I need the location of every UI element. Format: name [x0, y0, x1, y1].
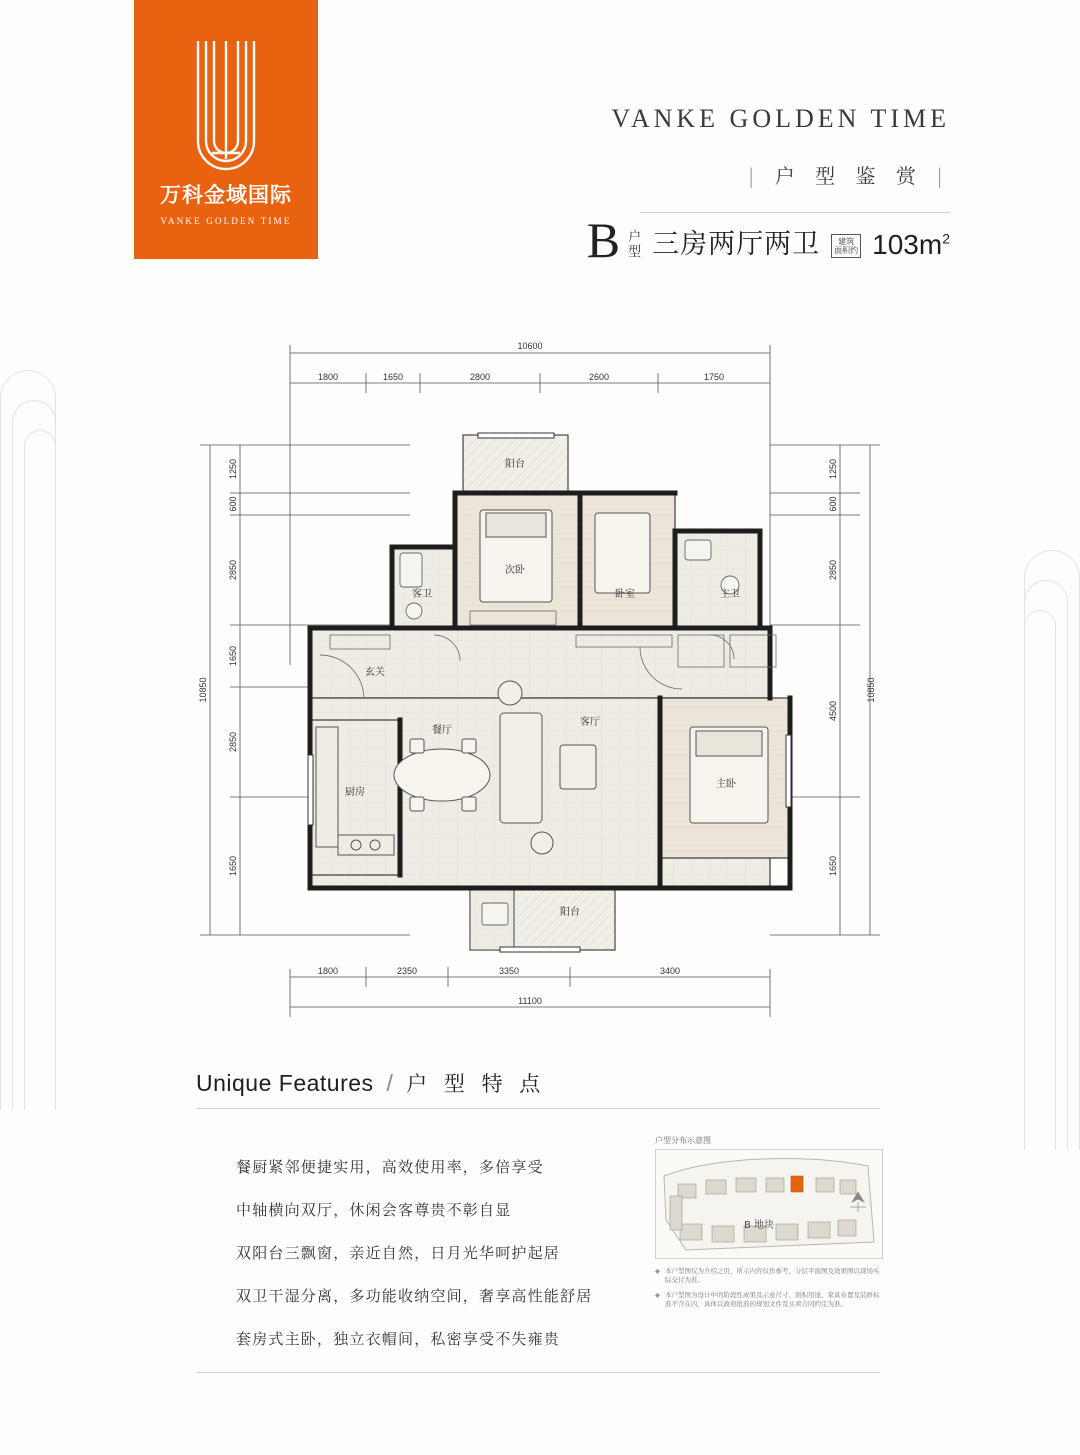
floor-plan — [170, 335, 910, 1035]
logo-chinese-name: 万科金域国际 — [160, 183, 292, 207]
dim-top-5: 1750 — [703, 372, 725, 382]
list-item: 餐厨紧邻便捷实用，高效使用率，多倍享受 — [236, 1158, 544, 1176]
list-item: 套房式主卧，独立衣帽间，私密享受不失雍贵 — [236, 1330, 561, 1348]
room-label-master-bath: 主卫 — [720, 589, 740, 600]
dim-top-1: 1800 — [317, 372, 339, 382]
bullet-icon: ◆ — [655, 1267, 660, 1275]
dim-bot-2: 2350 — [396, 966, 418, 976]
header-subtitle — [748, 160, 950, 189]
dim-top-4: 2600 — [588, 372, 610, 382]
dim-bot-4: 3400 — [659, 966, 681, 976]
dim-left-3: 2850 — [228, 559, 238, 581]
dim-bot-total: 11100 — [518, 996, 542, 1006]
area-tag-line2: 面积约 — [834, 246, 859, 255]
area-tag-line1: 建筑 — [838, 237, 855, 246]
dim-bot-3: 3350 — [498, 966, 520, 976]
dim-right-4: 4500 — [828, 700, 838, 722]
dim-left-4: 1650 — [228, 645, 238, 667]
dim-left-1: 1250 — [228, 458, 238, 480]
dim-right-1: 1250 — [828, 458, 838, 480]
dim-top-3: 2800 — [469, 372, 491, 382]
unit-letter: B — [586, 212, 621, 268]
subtitle-text: 户 型 鉴 赏 — [774, 164, 923, 188]
dim-left-total: 10850 — [198, 677, 208, 703]
sitemap-caption: 户型分布示意图 — [655, 1136, 711, 1145]
dim-left-5: 2850 — [228, 731, 238, 753]
features-title-en: Unique Features — [196, 1070, 374, 1096]
subtitle-bar-right: | — [936, 164, 950, 188]
note-text: 本户型图为设计中的阶段性成果及示意尺寸、面积用途、家具布置及装修标准不含在内，具体以政府批准的规划文件及买卖合同约定为准。 — [665, 1291, 880, 1308]
unit-area-value: 103m — [872, 229, 943, 260]
features-list — [196, 1156, 626, 1371]
dim-bot-1: 1800 — [317, 966, 339, 976]
dim-left-6: 1650 — [228, 855, 238, 877]
footer-divider — [196, 1372, 880, 1373]
sitemap-drawing — [656, 1150, 883, 1259]
list-item: 中轴横向双厅，休闲会客尊贵不彰自显 — [236, 1201, 512, 1219]
room-label-second-bedroom: 次卧 — [505, 565, 525, 576]
bullet-icon: ◆ — [655, 1291, 660, 1299]
dim-right-2: 600 — [828, 496, 838, 512]
note-item — [655, 1267, 883, 1285]
dim-left-2: 600 — [228, 496, 238, 512]
unit-area — [872, 229, 950, 262]
unit-description: 三房两厅两卫 — [652, 229, 821, 260]
logo-english-name: VANKE GOLDEN TIME — [160, 216, 292, 226]
room-label-balcony-top: 阳台 — [505, 459, 525, 470]
room-label-dining: 餐厅 — [432, 725, 452, 736]
features-divider — [196, 1108, 880, 1109]
dim-right-total: 10850 — [866, 677, 876, 703]
room-label-guest-bath: 客卫 — [412, 589, 432, 600]
dim-top-total: 10600 — [517, 341, 543, 351]
header-brand-title: VANKE GOLDEN TIME — [611, 104, 950, 133]
area-tag — [831, 234, 861, 258]
features-title — [196, 1068, 545, 1098]
features-title-cn: 户 型 特 点 — [406, 1072, 546, 1096]
features-title-slash: / — [386, 1070, 394, 1096]
sitemap-image — [655, 1149, 883, 1259]
room-label-study: 卧室 — [615, 589, 635, 600]
room-label-kitchen: 厨房 — [345, 787, 365, 798]
subtitle-bar-left: | — [747, 164, 762, 188]
dim-right-5: 1650 — [828, 855, 838, 877]
brand-logo-block — [134, 0, 318, 259]
note-item — [655, 1291, 883, 1309]
vanke-monogram-icon — [188, 33, 264, 173]
decorative-arc-left — [0, 330, 80, 1110]
floor-plan-drawing — [170, 335, 910, 1035]
list-item: 双卫干湿分离，多功能收纳空间，奢享高性能舒居 — [236, 1287, 593, 1305]
room-label-foyer: 玄关 — [365, 667, 385, 678]
sitemap-block-label: B 地块 — [744, 1220, 775, 1231]
unit-area-sup: 2 — [942, 230, 950, 247]
sitemap-block — [655, 1135, 883, 1315]
dim-top-2: 1650 — [382, 372, 404, 382]
unit-type-row — [586, 212, 950, 268]
list-item: 双阳台三飘窗，亲近自然，日月光华呵护起居 — [236, 1244, 561, 1262]
dim-right-3: 2850 — [828, 559, 838, 581]
room-label-living: 客厅 — [580, 717, 600, 728]
room-label-master-bedroom: 主卧 — [716, 779, 736, 790]
decorative-arc-right — [1000, 430, 1080, 1210]
note-text: 本户型图仅为介绍之用，所示内容仅作参考，分层平面图及效果图以现场实际交付为准。 — [665, 1267, 880, 1284]
sitemap-highlight — [791, 1176, 803, 1192]
sitemap-notes — [655, 1267, 883, 1309]
room-label-balcony-bottom: 阳台 — [560, 907, 580, 918]
unit-vertical-label: 户 型 — [628, 230, 642, 260]
header-divider — [640, 212, 950, 213]
